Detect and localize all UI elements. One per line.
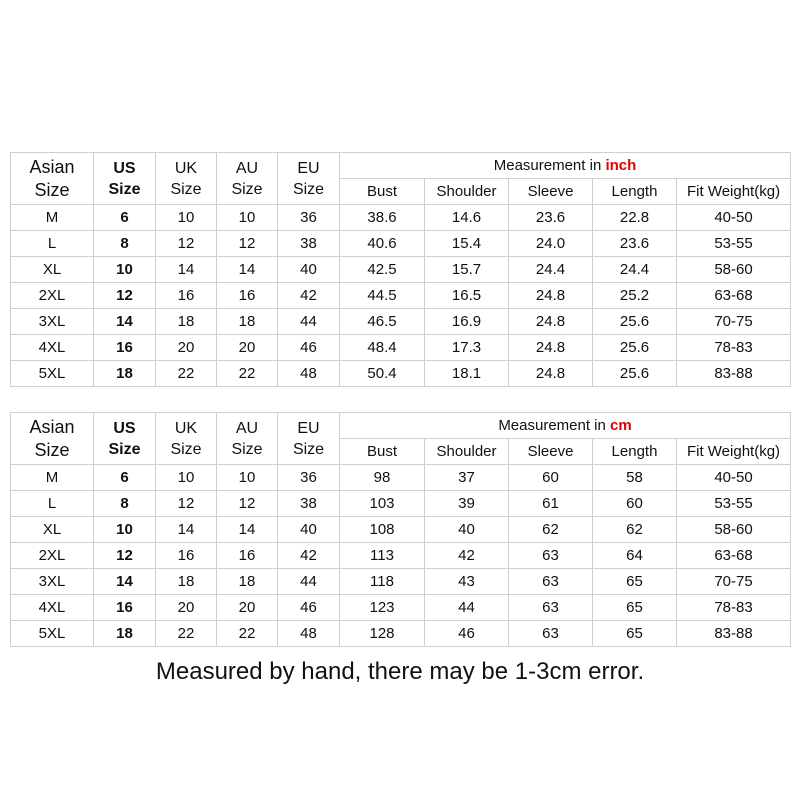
cell-fit-weight: 83-88 [677,621,791,647]
cell-shoulder: 46 [425,621,509,647]
cell-bust: 98 [340,465,425,491]
cell-shoulder: 43 [425,569,509,595]
cell-au-size: 10 [217,465,278,491]
cell-au-size: 10 [217,205,278,231]
cell-length: 58 [593,465,677,491]
cell-asian-size: L [11,491,94,517]
cell-bust: 128 [340,621,425,647]
cell-au-size: 14 [217,517,278,543]
cell-asian-size: XL [11,517,94,543]
cell-eu-size: 44 [278,309,340,335]
cell-shoulder: 37 [425,465,509,491]
cell-bust: 108 [340,517,425,543]
cell-sleeve: 24.8 [509,283,593,309]
cell-us-size: 6 [94,205,156,231]
cell-eu-size: 48 [278,361,340,387]
cell-fit-weight: 78-83 [677,335,791,361]
cell-shoulder: 42 [425,543,509,569]
header-au-size: AU Size [217,413,278,465]
cell-sleeve: 63 [509,543,593,569]
cell-asian-size: 5XL [11,361,94,387]
cell-fit-weight: 83-88 [677,361,791,387]
table-row [11,309,791,335]
table-body-cm [11,465,791,647]
table-row [11,231,791,257]
cell-shoulder: 40 [425,517,509,543]
cell-fit-weight: 58-60 [677,517,791,543]
cell-bust: 46.5 [340,309,425,335]
cell-bust: 50.4 [340,361,425,387]
cell-length: 60 [593,491,677,517]
cell-bust: 44.5 [340,283,425,309]
cell-au-size: 12 [217,491,278,517]
cell-us-size: 12 [94,543,156,569]
cell-asian-size: 4XL [11,335,94,361]
cell-au-size: 16 [217,283,278,309]
table-row [11,543,791,569]
table-row [11,361,791,387]
header-eu-size: EU Size [278,153,340,205]
cell-us-size: 14 [94,569,156,595]
cell-us-size: 6 [94,465,156,491]
cell-sleeve: 63 [509,595,593,621]
cell-bust: 123 [340,595,425,621]
cell-sleeve: 61 [509,491,593,517]
cell-sleeve: 24.8 [509,309,593,335]
header-us-size: US Size [94,153,156,205]
table-row [11,595,791,621]
cell-au-size: 16 [217,543,278,569]
header-bust: Bust [340,179,425,205]
cell-bust: 48.4 [340,335,425,361]
cell-us-size: 8 [94,231,156,257]
cell-sleeve: 23.6 [509,205,593,231]
cell-au-size: 12 [217,231,278,257]
cell-asian-size: 2XL [11,283,94,309]
cell-eu-size: 40 [278,517,340,543]
cell-bust: 42.5 [340,257,425,283]
cell-asian-size: XL [11,257,94,283]
cell-uk-size: 10 [156,465,217,491]
cell-eu-size: 42 [278,543,340,569]
cell-sleeve: 24.8 [509,361,593,387]
table-row [11,465,791,491]
cell-length: 65 [593,621,677,647]
cell-shoulder: 15.7 [425,257,509,283]
measurement-unit: cm [610,417,632,434]
cell-shoulder: 17.3 [425,335,509,361]
cell-sleeve: 63 [509,621,593,647]
cell-asian-size: M [11,205,94,231]
cell-shoulder: 39 [425,491,509,517]
cell-sleeve: 24.0 [509,231,593,257]
size-table-inch [10,152,791,387]
cell-eu-size: 44 [278,569,340,595]
header-eu-size: EU Size [278,413,340,465]
cell-length: 65 [593,595,677,621]
cell-sleeve: 63 [509,569,593,595]
table-row [11,491,791,517]
cell-eu-size: 40 [278,257,340,283]
cell-eu-size: 38 [278,491,340,517]
header-uk-size: UK Size [156,153,217,205]
cell-length: 62 [593,517,677,543]
cell-uk-size: 22 [156,621,217,647]
header-shoulder: Shoulder [425,439,509,465]
cell-uk-size: 10 [156,205,217,231]
cell-au-size: 20 [217,595,278,621]
size-table-cm [10,412,791,647]
cell-length: 64 [593,543,677,569]
cell-fit-weight: 40-50 [677,465,791,491]
cell-shoulder: 14.6 [425,205,509,231]
cell-us-size: 18 [94,621,156,647]
header-bust: Bust [340,439,425,465]
cell-fit-weight: 53-55 [677,491,791,517]
cell-length: 25.2 [593,283,677,309]
cell-au-size: 18 [217,309,278,335]
cell-fit-weight: 53-55 [677,231,791,257]
header-fit-weight: Fit Weight(kg) [677,179,791,205]
cell-bust: 103 [340,491,425,517]
cell-uk-size: 12 [156,231,217,257]
cell-length: 23.6 [593,231,677,257]
cell-uk-size: 16 [156,543,217,569]
cell-bust: 40.6 [340,231,425,257]
cell-bust: 118 [340,569,425,595]
table-row [11,517,791,543]
header-sleeve: Sleeve [509,179,593,205]
cell-asian-size: L [11,231,94,257]
cell-sleeve: 62 [509,517,593,543]
cell-fit-weight: 70-75 [677,309,791,335]
header-asian-size: Asian Size [11,153,94,205]
cell-eu-size: 48 [278,621,340,647]
header-fit-weight: Fit Weight(kg) [677,439,791,465]
cell-shoulder: 44 [425,595,509,621]
cell-length: 25.6 [593,335,677,361]
cell-bust: 38.6 [340,205,425,231]
header-us-size: US Size [94,413,156,465]
measurement-title [340,413,791,439]
cell-uk-size: 16 [156,283,217,309]
cell-us-size: 8 [94,491,156,517]
cell-sleeve: 24.8 [509,335,593,361]
cell-au-size: 14 [217,257,278,283]
cell-asian-size: 4XL [11,595,94,621]
cell-eu-size: 36 [278,205,340,231]
cell-eu-size: 42 [278,283,340,309]
measurement-title-prefix: Measurement in [493,157,606,174]
cell-length: 22.8 [593,205,677,231]
cell-eu-size: 38 [278,231,340,257]
cell-eu-size: 36 [278,465,340,491]
cell-au-size: 18 [217,569,278,595]
cell-eu-size: 46 [278,595,340,621]
header-length: Length [593,439,677,465]
cell-uk-size: 22 [156,361,217,387]
cell-shoulder: 15.4 [425,231,509,257]
cell-us-size: 16 [94,595,156,621]
cell-asian-size: 3XL [11,569,94,595]
cell-fit-weight: 78-83 [677,595,791,621]
cell-shoulder: 16.5 [425,283,509,309]
cell-length: 25.6 [593,361,677,387]
cell-uk-size: 20 [156,595,217,621]
cell-us-size: 14 [94,309,156,335]
measurement-title [340,153,791,179]
cell-bust: 113 [340,543,425,569]
cell-au-size: 22 [217,361,278,387]
cell-asian-size: M [11,465,94,491]
table-row [11,569,791,595]
cell-sleeve: 60 [509,465,593,491]
cell-shoulder: 18.1 [425,361,509,387]
header-shoulder: Shoulder [425,179,509,205]
cell-us-size: 10 [94,517,156,543]
table-row [11,257,791,283]
cell-fit-weight: 63-68 [677,543,791,569]
cell-fit-weight: 40-50 [677,205,791,231]
cell-us-size: 16 [94,335,156,361]
measurement-unit: inch [605,157,637,174]
header-asian-size: Asian Size [11,413,94,465]
measurement-title-prefix: Measurement in [498,417,611,434]
cell-shoulder: 16.9 [425,309,509,335]
cell-length: 24.4 [593,257,677,283]
table-row [11,283,791,309]
cell-sleeve: 24.4 [509,257,593,283]
footnote: Measured by hand, there may be 1-3cm error. [155,658,645,685]
header-au-size: AU Size [217,153,278,205]
cell-eu-size: 46 [278,335,340,361]
cell-uk-size: 14 [156,517,217,543]
table-row [11,335,791,361]
cell-fit-weight: 63-68 [677,283,791,309]
header-sleeve: Sleeve [509,439,593,465]
table-row [11,205,791,231]
cell-us-size: 12 [94,283,156,309]
table-body-inch [11,205,791,387]
cell-us-size: 18 [94,361,156,387]
cell-asian-size: 3XL [11,309,94,335]
header-length: Length [593,179,677,205]
cell-uk-size: 18 [156,569,217,595]
cell-uk-size: 20 [156,335,217,361]
cell-length: 65 [593,569,677,595]
cell-uk-size: 18 [156,309,217,335]
cell-asian-size: 2XL [11,543,94,569]
cell-length: 25.6 [593,309,677,335]
cell-au-size: 22 [217,621,278,647]
cell-asian-size: 5XL [11,621,94,647]
cell-au-size: 20 [217,335,278,361]
cell-uk-size: 12 [156,491,217,517]
cell-uk-size: 14 [156,257,217,283]
header-uk-size: UK Size [156,413,217,465]
cell-fit-weight: 58-60 [677,257,791,283]
table-row [11,621,791,647]
cell-us-size: 10 [94,257,156,283]
cell-fit-weight: 70-75 [677,569,791,595]
